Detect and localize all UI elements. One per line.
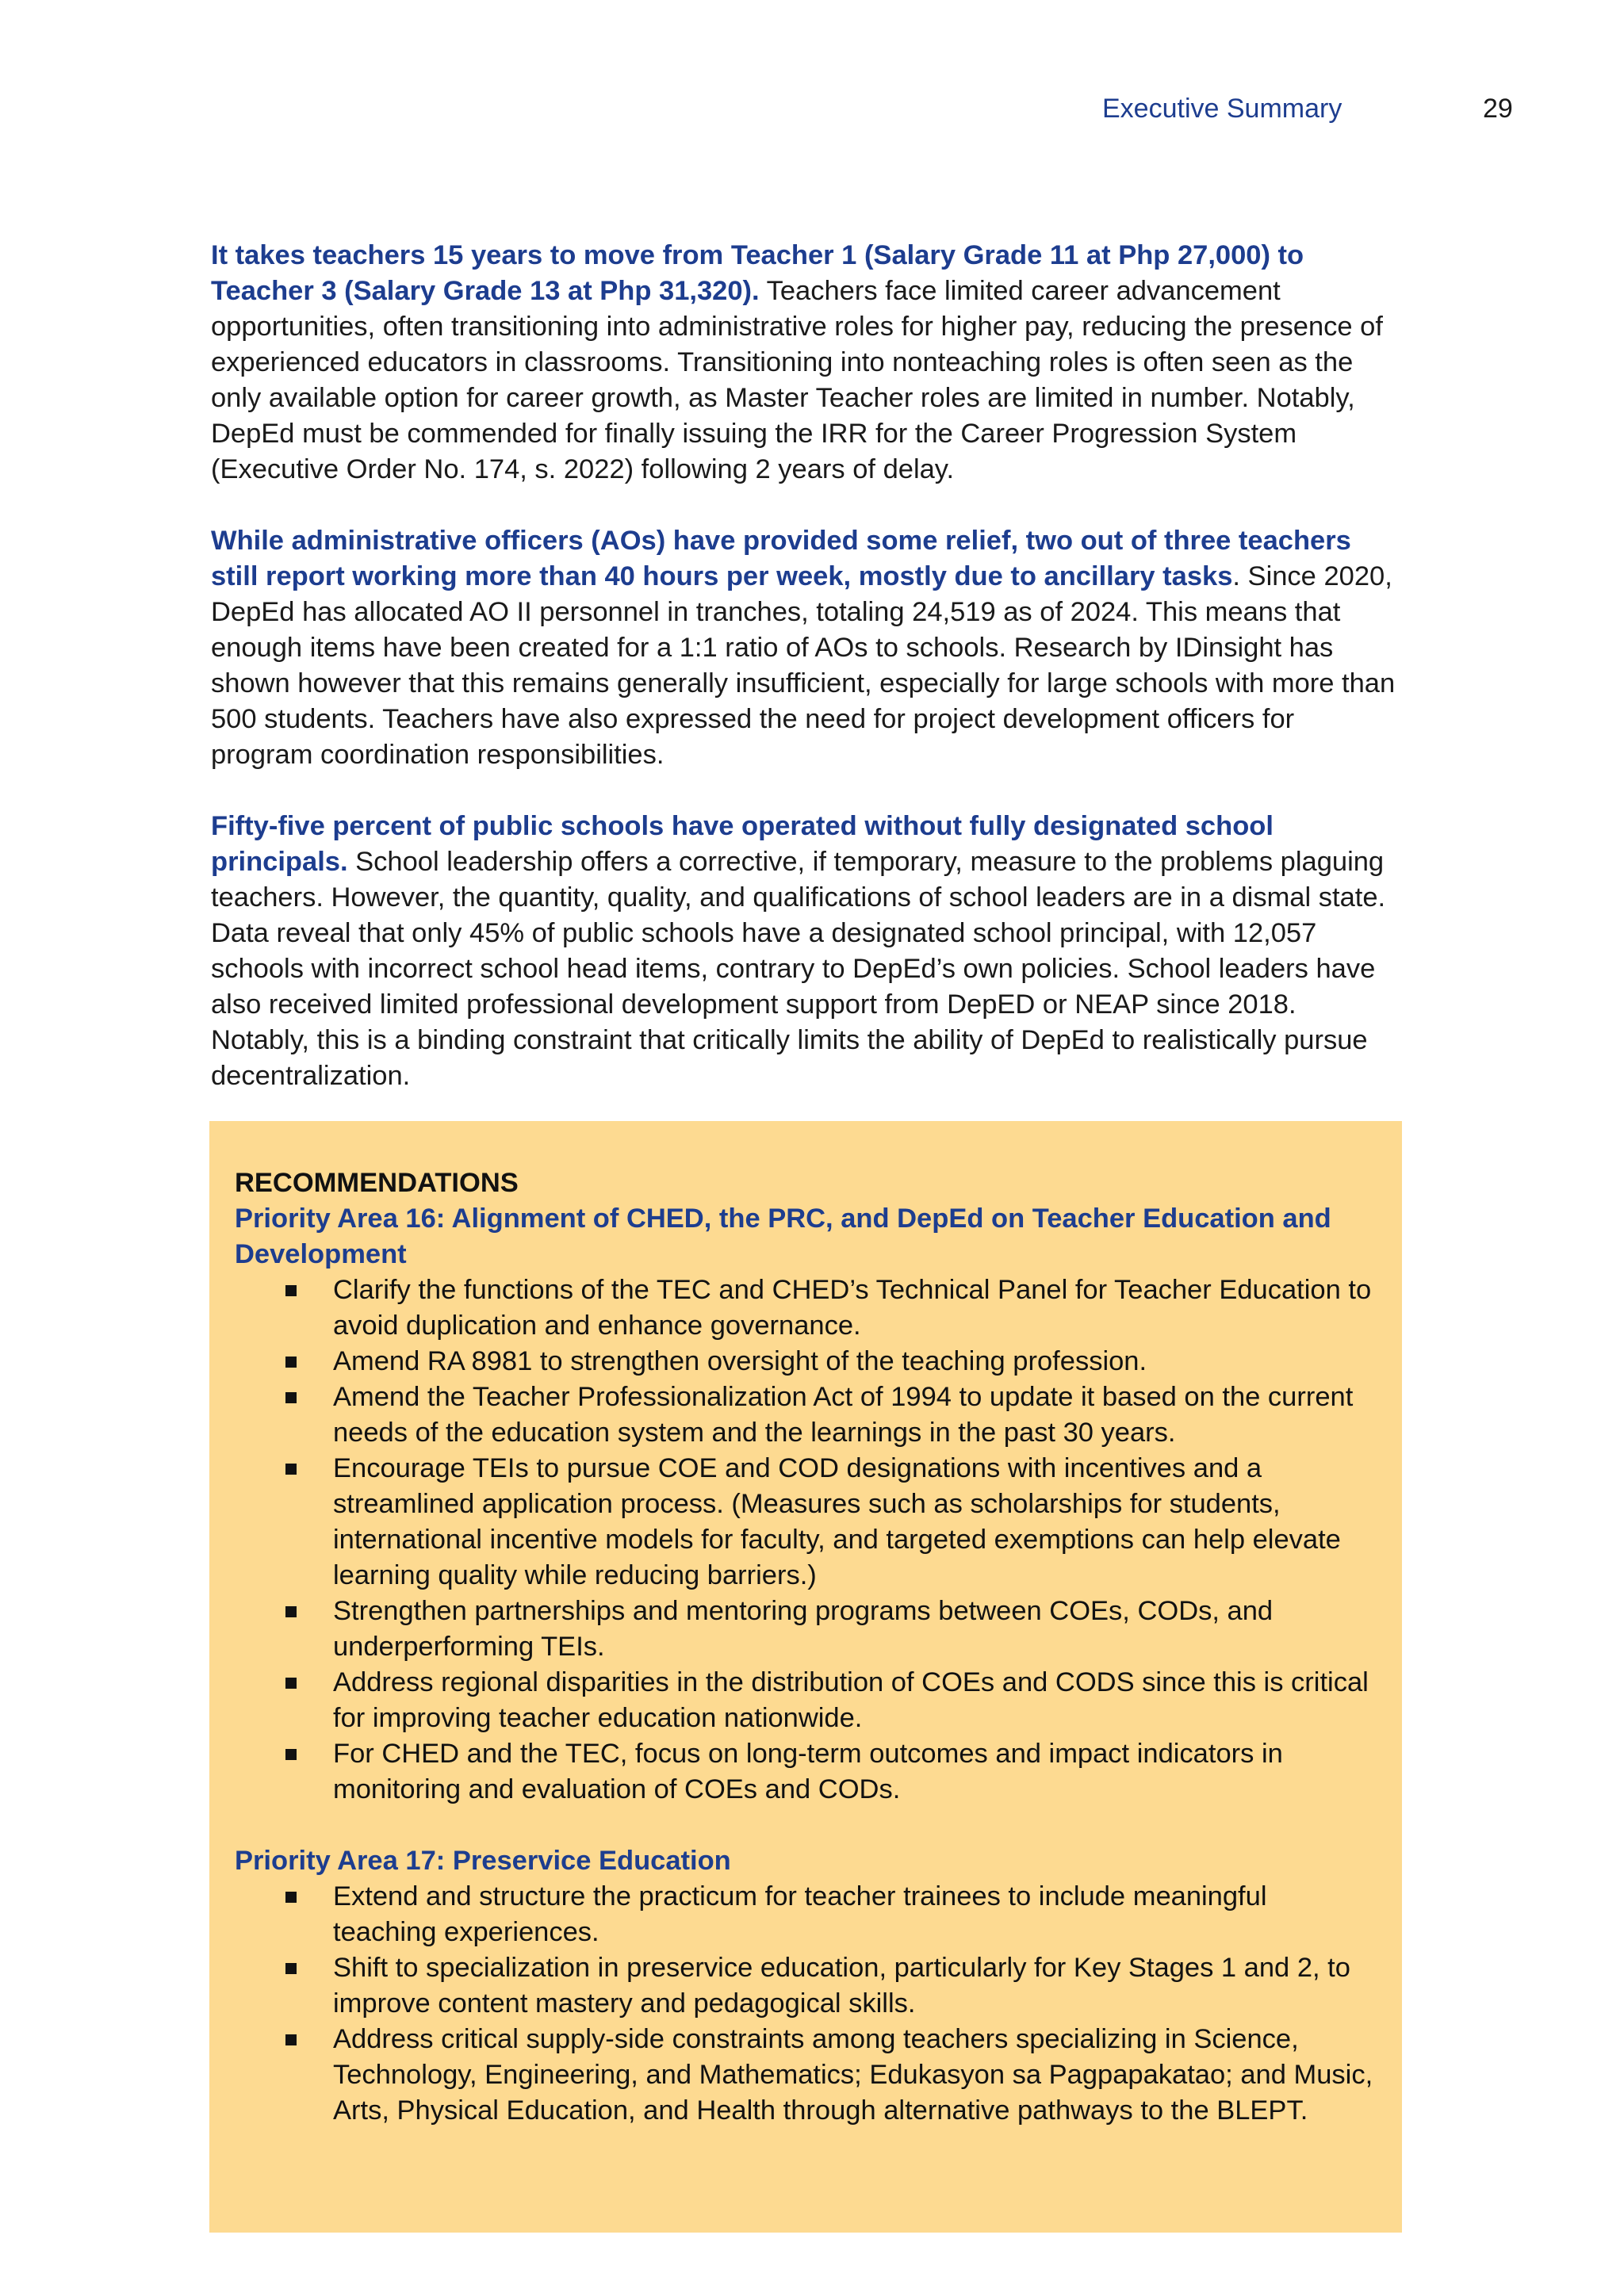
square-bullet-icon bbox=[285, 1963, 297, 1974]
list-item bbox=[235, 1665, 1377, 1736]
square-bullet-icon bbox=[285, 1392, 297, 1403]
list-item bbox=[235, 1950, 1377, 2022]
square-bullet-icon bbox=[285, 1357, 297, 1368]
paragraph-text: Teachers face limited career advancement opportunities, often transitioning into administrative roles for higher pay, reducing the presence of experienced educators in classrooms. Transitioning into nonteaching roles is often seen as the only available option for career growth, as Master Teacher roles are limited in number. Notably, DepEd must be commended for finally issuing the IRR for the Career Progression System (Executive Order No. 174, s. 2022) following 2 years of delay. bbox=[211, 276, 1383, 484]
recommendation-list bbox=[235, 1879, 1377, 2129]
list-item bbox=[235, 1736, 1377, 1808]
paragraph-salary-grades bbox=[211, 238, 1400, 488]
square-bullet-icon bbox=[285, 1678, 297, 1689]
list-item bbox=[235, 1380, 1377, 1451]
list-item bbox=[235, 1272, 1377, 1344]
list-item bbox=[235, 1594, 1377, 1665]
body-text bbox=[211, 238, 1400, 1130]
list-item bbox=[235, 1879, 1377, 1950]
square-bullet-icon bbox=[285, 2034, 297, 2045]
paragraph-school-principals bbox=[211, 809, 1400, 1094]
paragraph-text: School leadership offers a corrective, if temporary, measure to the problems plaguing teachers. However, the quantity, quality, and qualifications of school leaders are in a dismal state. Data reveal that only 45% of public schools have a designated school principal, with 12,057 schools with incorrect school head items, contrary to DepEd’s own policies. School leaders have also received limited professional development support from DepED or NEAP since 2018. Notably, this is a binding constraint that critically limits the ability of DepEd to realistically pursue decentralization. bbox=[211, 847, 1386, 1091]
list-item bbox=[235, 1451, 1377, 1594]
paragraph-administrative-officers bbox=[211, 523, 1400, 773]
recommendations-box bbox=[209, 1121, 1402, 2233]
recommendation-list bbox=[235, 1272, 1377, 1808]
list-item-text: Shift to specialization in preservice education, particularly for Key Stages 1 and 2, to improve content mastery and pedagogical skills. bbox=[333, 1953, 1350, 2019]
list-item-text: Extend and structure the practicum for teacher trainees to include meaningful teaching experiences. bbox=[333, 1881, 1267, 1947]
paragraph-text: . Since 2020, DepEd has allocated AO II personnel in tranches, totaling 24,519 as of 2024. This means that enough items have been created for a 1:1 ratio of AOs to schools. Research by IDinsight has shown however that this remains generally insufficient, especially for large schools with more than 500 students. Teachers have also expressed the need for project development officers for program coordination responsibilities. bbox=[211, 561, 1396, 770]
square-bullet-icon bbox=[285, 1606, 297, 1617]
priority-area-16 bbox=[235, 1201, 1377, 1808]
list-item-text: Encourage TEIs to pursue COE and COD designations with incentives and a streamlined application process. (Measures such as scholarships for students, international incentive models for faculty, and targeted exemptions can help elevate learning quality while reducing barriers.) bbox=[333, 1453, 1341, 1590]
running-header-title: Executive Summary bbox=[1102, 94, 1342, 124]
list-item-text: Strengthen partnerships and mentoring programs between COEs, CODs, and underperforming TEIs. bbox=[333, 1596, 1274, 1662]
paragraph-lead: It takes teachers 15 years to move from Teacher 1 (Salary Grade 11 at Php 27,000) to Teacher 3 (Salary Grade 13 at Php 31,320). bbox=[211, 240, 1304, 306]
square-bullet-icon bbox=[285, 1285, 297, 1296]
recommendations-heading: RECOMMENDATIONS bbox=[235, 1168, 519, 1198]
paragraph-lead: Fifty-five percent of public schools have operated without fully designated school principals. bbox=[211, 811, 1274, 877]
page-number: 29 bbox=[1483, 94, 1513, 124]
priority-area-title: Priority Area 16: Alignment of CHED, the PRC, and DepEd on Teacher Education and Development bbox=[235, 1203, 1331, 1269]
list-item-text: Amend the Teacher Professionalization Act of 1994 to update it based on the current needs of the education system and the learnings in the past 30 years. bbox=[333, 1382, 1354, 1448]
list-item-text: Clarify the functions of the TEC and CHED’s Technical Panel for Teacher Education to avoid duplication and enhance governance. bbox=[333, 1275, 1372, 1341]
priority-area-title: Priority Area 17: Preservice Education bbox=[235, 1846, 731, 1876]
list-item bbox=[235, 2022, 1377, 2129]
list-item-text: For CHED and the TEC, focus on long-term outcomes and impact indicators in monitoring and evaluation of COEs and CODs. bbox=[333, 1739, 1283, 1804]
square-bullet-icon bbox=[285, 1892, 297, 1903]
list-item-text: Address critical supply-side constraints among teachers specializing in Science, Technology, Engineering, and Mathematics; Edukasyon sa Pagpapakatao; and Music, Arts, Physical Education, and Health through alternative pathways to the BLEPT. bbox=[333, 2024, 1373, 2126]
priority-area-17 bbox=[235, 1843, 1377, 2129]
square-bullet-icon bbox=[285, 1464, 297, 1475]
square-bullet-icon bbox=[285, 1749, 297, 1760]
list-item-text: Address regional disparities in the distribution of COEs and CODS since this is critical for improving teacher education nationwide. bbox=[333, 1667, 1369, 1733]
list-item-text: Amend RA 8981 to strengthen oversight of the teaching profession. bbox=[333, 1346, 1147, 1376]
list-item bbox=[235, 1344, 1377, 1380]
paragraph-lead: While administrative officers (AOs) have provided some relief, two out of three teachers still report working more than 40 hours per week, mostly due to ancillary tasks bbox=[211, 526, 1351, 591]
